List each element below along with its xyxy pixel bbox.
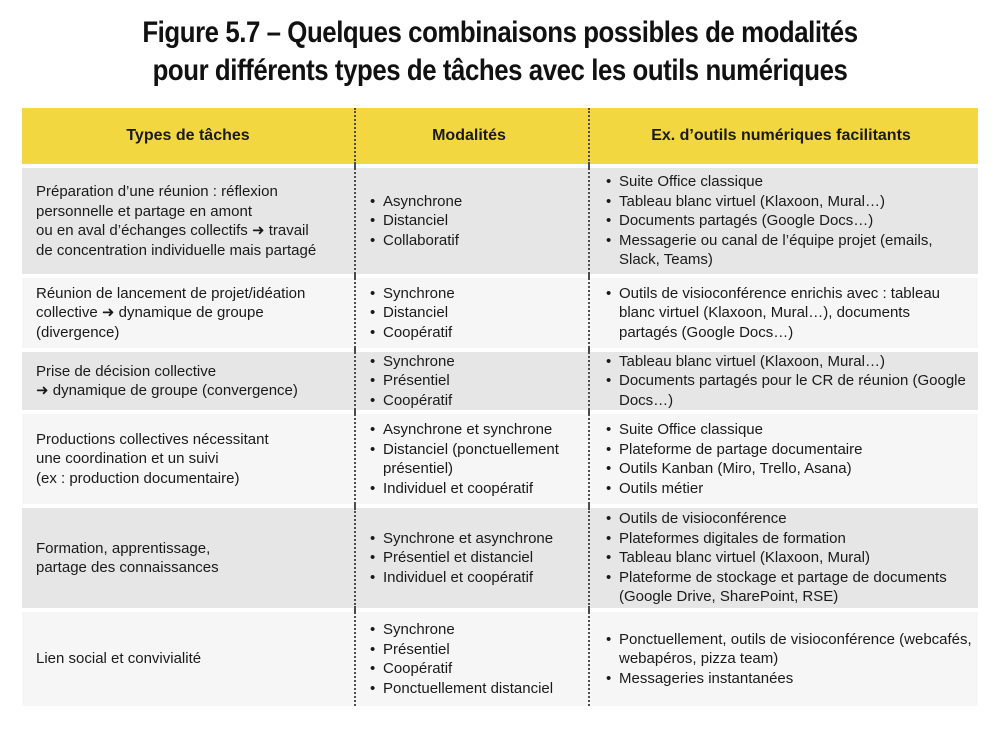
modalities-list [370,352,582,411]
modalities-list [370,420,582,498]
tool-item: • Messagerie ou canal de l’équipe projet (emails, Slack, Teams) [606,231,972,270]
modality-item: • Présentiel [370,371,582,391]
task-type-line: Réunion de lancement de projet/idéation [36,284,306,302]
tools-list [606,172,972,270]
tools-list [606,630,972,689]
modality-item: • Individuel et coopératif [370,479,582,499]
header-task-types: Types de tâches [126,127,250,145]
tool-item: • Plateforme de stockage et partage de documents (Google Drive, SharePoint, RSE) [606,568,972,607]
modalities-list [370,529,582,588]
tools-list [606,352,972,411]
task-type-line: (divergence) [36,323,120,341]
tools-cell [588,278,978,348]
tools-list [606,509,972,607]
modality-item: • Synchrone [370,352,582,372]
tool-item: • Suite Office classique [606,172,972,192]
task-type-line: ➜ dynamique de groupe (convergence) [36,382,298,399]
task-type-cell [22,278,354,348]
figure-title-line-2: pour différents types de tâches avec les outils numériques [152,54,848,87]
modalities-cell [354,508,588,608]
tools-cell [588,612,978,706]
modalities-table [22,108,978,706]
tools-cell [588,508,978,608]
table-row [22,508,978,608]
modality-item: • Distanciel [370,303,582,323]
tool-item: • Outils Kanban (Miro, Trello, Asana) [606,459,972,479]
table-row [22,168,978,274]
tool-item: • Tableau blanc virtuel (Klaxoon, Mural…) [606,192,972,212]
tool-item: • Documents partagés (Google Docs…) [606,211,972,231]
tool-item: • Outils de visioconférence [606,509,972,529]
modality-item: • Ponctuellement distanciel [370,679,582,699]
tool-item: • Plateformes digitales de formation [606,529,972,549]
tool-item: • Outils métier [606,479,972,499]
modality-item: • Coopératif [370,391,582,411]
table-row [22,414,978,504]
table-row [22,612,978,706]
task-type-line: collective ➜ dynamique de groupe [36,304,264,322]
task-type-line: Prise de décision collective [36,362,217,380]
tool-item: • Tableau blanc virtuel (Klaxoon, Mural…) [606,352,972,372]
modalities-cell [354,414,588,504]
task-type-line: partage des connaissances [36,559,219,576]
task-type-cell [22,168,354,274]
task-type-line: Productions collectives nécessitant [36,430,269,448]
modalities-cell [354,278,588,348]
modalities-list [370,192,582,251]
modalities-list [370,620,582,698]
modality-item: • Synchrone et asynchrone [370,529,582,549]
tools-cell [588,352,978,410]
table-row [22,352,978,410]
tool-item: • Outils de visioconférence enrichis avec : tableau blanc virtuel (Klaxoon, Mural…), documents partagés (Google Docs…) [606,284,972,343]
modality-item: • Présentiel et distanciel [370,548,582,568]
modality-item: • Coopératif [370,659,582,679]
task-type-cell [22,508,354,608]
task-type-line: (ex : production documentaire) [36,469,240,487]
tools-cell [588,414,978,504]
task-type-line: ou en aval d’échanges collectifs ➜ travail [36,222,309,239]
table-header-row [22,108,978,164]
modality-item: • Asynchrone et synchrone [370,420,582,440]
task-type-line: personnelle et partage en amont [36,202,252,220]
modalities-cell [354,612,588,706]
modality-item: • Individuel et coopératif [370,568,582,588]
modality-item: • Asynchrone [370,192,582,212]
modalities-cell [354,168,588,274]
task-type-line: Lien social et convivialité [36,650,202,668]
task-type-line: de concentration individuelle mais partagé [36,241,317,259]
tool-item: • Documents partagés pour le CR de réunion (Google Docs…) [606,371,972,410]
task-type-cell [22,352,354,410]
table-body [22,164,978,706]
modality-item: • Collaboratif [370,231,582,251]
modality-item: • Synchrone [370,284,582,304]
tool-item: • Plateforme de partage documentaire [606,440,972,460]
tool-item: • Messageries instantanées [606,669,972,689]
modality-item: • Coopératif [370,323,582,343]
modality-item: • Distanciel (ponctuellement présentiel) [370,440,582,479]
figure-title [70,14,930,90]
task-type-line: une coordination et un suivi [36,450,219,468]
task-type-cell [22,612,354,706]
tools-cell [588,168,978,274]
modality-item: • Synchrone [370,620,582,640]
tool-item: • Ponctuellement, outils de visioconférence (webcafés, webapéros, pizza team) [606,630,972,669]
table-row [22,278,978,348]
tools-list [606,420,972,498]
tools-list [606,284,972,343]
task-type-line: Formation, apprentissage, [36,539,211,557]
modality-item: • Présentiel [370,640,582,660]
header-tools: Ex. d’outils numériques facilitants [588,108,978,164]
tool-item: • Suite Office classique [606,420,972,440]
figure-title-line-1: Figure 5.7 – Quelques combinaisons possibles de modalités [142,16,858,49]
modalities-cell [354,352,588,410]
modalities-list [370,284,582,343]
task-type-line: Préparation d’une réunion : réflexion [36,183,278,200]
task-type-cell [22,414,354,504]
modality-item: • Distanciel [370,211,582,231]
header-modalities: Modalités [354,108,588,164]
tool-item: • Tableau blanc virtuel (Klaxoon, Mural) [606,548,972,568]
